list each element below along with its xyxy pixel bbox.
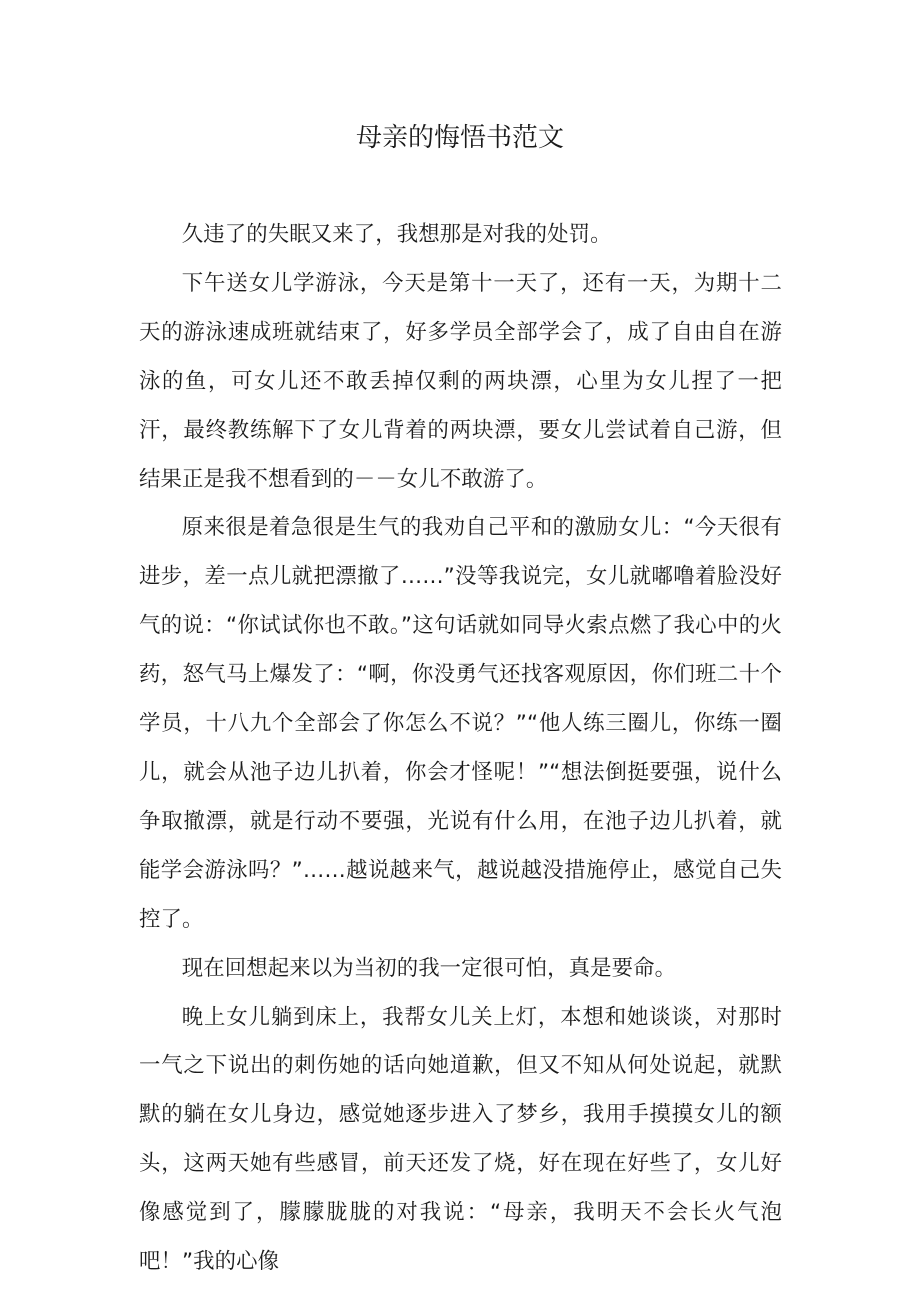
paragraph: 久违了的失眠又来了，我想那是对我的处罚。	[181, 222, 612, 247]
paragraph: 下午送女儿学游泳，今天是第十一天了，还有一天，为期十二天的游泳速成班就结束了，好多学员全部学会了，成了自由自在游泳的鱼，可女儿还不敢丢掉仅剩的两块漂，心里为女儿捏了一把汗，最终教练解下了女儿背着的两块漂，要女儿尝试着自己游，但结果正是我不想看到的－－女儿不敢游了。	[139, 270, 782, 492]
paragraph: 现在回想起来以为当初的我一定很可怕，真是要命。	[181, 955, 677, 981]
document-body	[139, 211, 782, 1287]
paragraph: 晚上女儿躺到床上，我帮女儿关上灯，本想和她谈谈，对那时一气之下说出的刺伤她的话向她道歉，但又不知从何处说起，就默默的躺在女儿身边，感觉她逐步进入了梦乡，我用手摸摸女儿的额头，这两天她有些感冒，前天还发了烧，好在现在好些了，女儿好像感觉到了，朦朦胧胧的对我说：“母亲，我明天不会长火气泡吧！”我的心像	[139, 1004, 782, 1275]
paragraph: 原来很是着急很是生气的我劝自己平和的激励女儿：“今天很有进步，差一点儿就把漂撤了……”没等我说完，女儿就嘟噜着脸没好气的说：“你试试你也不敢。”这句话就如同导火索点燃了我心中的火药，怒气马上爆发了：“啊，你没勇气还找客观原因，你们班二十个学员，十八九个全部会了你怎么不说？”“他人练三圈儿，你练一圈儿，就会从池子边儿扒着，你会才怪呢！”“想法倒挺要强，说什么争取撤漂，就是行动不要强，光说有什么用，在池子边儿扒着，就能学会游泳吗？”……越说越来气，越说越没措施停止，感觉自己失控了。	[139, 515, 782, 932]
document-title: 母亲的悔悟书范文	[355, 123, 564, 153]
